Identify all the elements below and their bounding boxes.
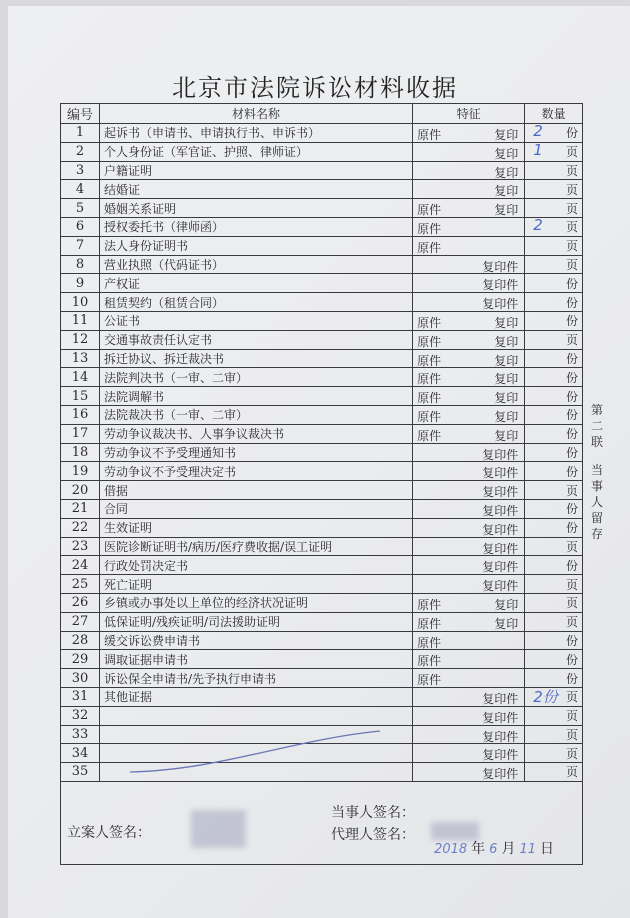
quantity-cell — [525, 330, 583, 349]
feature-cell — [413, 217, 525, 236]
row-number: 32 — [61, 706, 100, 725]
handwritten-quantity: 1 — [533, 140, 543, 159]
table-row — [61, 124, 583, 143]
quantity-cell — [525, 687, 583, 706]
quantity-unit: 份 — [565, 521, 578, 536]
row-number: 8 — [61, 255, 100, 274]
quantity-cell — [525, 236, 583, 255]
quantity-unit: 份 — [565, 558, 578, 573]
material-name: 授权委托书（律师函） — [99, 217, 412, 236]
row-number: 30 — [61, 669, 100, 688]
row-number: 31 — [61, 687, 100, 706]
quantity-unit: 页 — [565, 596, 578, 611]
quantity-unit: 份 — [565, 652, 578, 667]
quantity-cell — [525, 650, 583, 669]
table-row — [61, 706, 583, 725]
table-row — [61, 631, 583, 650]
row-number: 17 — [61, 424, 100, 443]
material-name — [99, 763, 412, 782]
quantity-unit: 页 — [565, 201, 578, 216]
copy-label: 复印 — [494, 315, 519, 330]
material-name: 法院判决书（一审、二审） — [99, 368, 412, 387]
quantity-cell — [525, 199, 583, 218]
quantity-unit: 页 — [565, 727, 578, 742]
original-label: 原件 — [417, 240, 442, 255]
material-name: 劳动争议不予受理决定书 — [99, 462, 412, 481]
material-name: 缓交诉讼费申请书 — [99, 631, 412, 650]
table-row — [61, 556, 583, 575]
copy-label: 复印件 — [482, 278, 519, 293]
original-label: 原件 — [417, 221, 442, 236]
quantity-unit: 页 — [565, 690, 578, 705]
feature-cell — [413, 368, 525, 387]
copy-label: 复印件 — [482, 691, 519, 706]
copy-label: 复印件 — [482, 259, 519, 274]
material-name: 医院诊断证明书/病历/医疗费收据/误工证明 — [99, 537, 412, 556]
table-row — [61, 518, 583, 537]
feature-cell — [413, 443, 525, 462]
feature-cell — [413, 349, 525, 368]
material-name: 公证书 — [99, 311, 412, 330]
material-name — [99, 706, 412, 725]
row-number: 24 — [61, 556, 100, 575]
quantity-cell — [525, 180, 583, 199]
table-row — [61, 311, 583, 330]
copy-label: 复印 — [494, 372, 519, 387]
quantity-cell — [525, 518, 583, 537]
quantity-unit: 页 — [565, 145, 578, 160]
feature-cell — [413, 124, 525, 143]
table-row — [61, 650, 583, 669]
quantity-unit: 份 — [565, 445, 578, 460]
table-row — [61, 255, 583, 274]
feature-cell — [413, 481, 525, 500]
quantity-cell — [525, 612, 583, 631]
copy-label: 复印 — [494, 409, 519, 424]
quantity-cell — [525, 424, 583, 443]
feature-cell — [413, 499, 525, 518]
quantity-unit: 份 — [565, 314, 578, 329]
quantity-unit: 份 — [565, 370, 578, 385]
quantity-cell — [525, 311, 583, 330]
month-unit: 月 — [501, 840, 516, 857]
feature-cell — [413, 236, 525, 255]
feature-cell — [413, 293, 525, 312]
original-label: 原件 — [417, 391, 442, 406]
copy-label: 复印 — [494, 616, 519, 631]
party-keep-label: 当事人留存 — [590, 463, 603, 541]
material-name: 营业执照（代码证书） — [99, 255, 412, 274]
material-name: 法院调解书 — [99, 387, 412, 406]
copy-label: 复印件 — [482, 447, 519, 462]
quantity-unit: 页 — [565, 257, 578, 272]
row-number: 16 — [61, 405, 100, 424]
row-number: 11 — [61, 311, 100, 330]
materials-table — [60, 103, 583, 865]
quantity-unit: 份 — [565, 351, 578, 366]
quantity-unit: 页 — [565, 333, 578, 348]
document-title: 北京市法院诉讼材料收据 — [172, 74, 458, 102]
handwritten-quantity: 2 — [533, 122, 543, 140]
quantity-unit: 份 — [565, 276, 578, 291]
material-name — [99, 725, 412, 744]
feature-cell — [413, 744, 525, 763]
material-name: 产权证 — [99, 274, 412, 293]
material-name: 乡镇或办事处以上单位的经济状况证明 — [99, 593, 412, 612]
material-name: 行政处罚决定书 — [99, 556, 412, 575]
feature-cell — [413, 142, 525, 161]
material-name: 劳动争议裁决书、人事争议裁决书 — [99, 424, 412, 443]
feature-cell — [413, 556, 525, 575]
feature-cell — [413, 575, 525, 594]
copy-label: 复印件 — [482, 466, 519, 481]
material-name: 合同 — [99, 499, 412, 518]
quantity-cell — [525, 274, 583, 293]
table-row — [61, 405, 583, 424]
table-row — [61, 669, 583, 688]
handwritten-quantity: 2份 — [533, 687, 558, 706]
copy-label: 复印 — [494, 184, 519, 199]
quantity-cell — [525, 142, 583, 161]
row-number: 3 — [61, 161, 100, 180]
table-row — [61, 199, 583, 218]
original-label: 原件 — [417, 334, 442, 349]
quantity-unit: 份 — [565, 464, 578, 479]
row-number: 29 — [61, 650, 100, 669]
handwritten-quantity: 2 — [533, 215, 543, 234]
quantity-unit: 页 — [565, 239, 578, 254]
copy-label: 复印 — [494, 128, 519, 142]
table-row — [61, 537, 583, 556]
material-name — [99, 744, 412, 763]
quantity-cell — [525, 631, 583, 650]
table-row — [61, 462, 583, 481]
original-label: 原件 — [417, 353, 442, 368]
table-row — [61, 293, 583, 312]
feature-cell — [413, 161, 525, 180]
header-name: 材料名称 — [99, 104, 412, 124]
original-label: 原件 — [417, 635, 442, 650]
quantity-cell — [525, 499, 583, 518]
material-name: 租赁契约（租赁合同） — [99, 293, 412, 312]
feature-cell — [413, 462, 525, 481]
copy-label: 复印件 — [482, 710, 519, 725]
feature-cell — [413, 518, 525, 537]
quantity-cell — [525, 293, 583, 312]
table-row — [61, 725, 583, 744]
original-label: 原件 — [417, 409, 442, 424]
row-number: 2 — [61, 142, 100, 161]
material-name: 法院裁决书（一审、二审） — [99, 405, 412, 424]
copy-label: 复印件 — [482, 541, 519, 556]
material-name: 劳动争议不予受理通知书 — [99, 443, 412, 462]
quantity-unit: 页 — [565, 709, 578, 724]
material-name: 法人身份证明书 — [99, 236, 412, 255]
row-number: 18 — [61, 443, 100, 462]
feature-cell — [413, 199, 525, 218]
quantity-cell — [525, 537, 583, 556]
day-unit: 日 — [540, 840, 554, 857]
quantity-cell — [525, 706, 583, 725]
quantity-cell — [525, 725, 583, 744]
quantity-cell — [525, 744, 583, 763]
copy-number-label: 第二联 — [590, 403, 603, 449]
table-row — [61, 593, 583, 612]
quantity-cell — [525, 161, 583, 180]
quantity-cell — [525, 217, 583, 236]
quantity-unit: 页 — [565, 163, 578, 178]
feature-cell — [413, 706, 525, 725]
date-year: 2018 — [434, 841, 468, 857]
row-number: 35 — [61, 763, 100, 782]
copy-label: 复印件 — [482, 522, 519, 537]
quantity-cell — [525, 763, 583, 782]
feature-cell — [413, 330, 525, 349]
feature-cell — [413, 631, 525, 650]
copy-label: 复印 — [494, 146, 519, 161]
row-number: 34 — [61, 744, 100, 763]
table-row — [61, 744, 583, 763]
copy-label: 复印件 — [482, 503, 519, 518]
original-label: 原件 — [417, 203, 442, 218]
feature-cell — [413, 725, 525, 744]
row-number: 27 — [61, 612, 100, 631]
quantity-unit: 份 — [565, 427, 578, 442]
row-number: 13 — [61, 349, 100, 368]
material-name: 生效证明 — [99, 518, 412, 537]
quantity-cell — [525, 575, 583, 594]
original-label: 原件 — [417, 372, 442, 387]
material-name: 起诉书（申请书、申请执行书、申诉书） — [99, 124, 412, 143]
copy-label: 复印件 — [482, 748, 519, 763]
table-row — [61, 368, 583, 387]
material-name: 低保证明/残疾证明/司法援助证明 — [99, 612, 412, 631]
material-name: 其他证据 — [99, 687, 412, 706]
quantity-cell — [525, 669, 583, 688]
quantity-cell — [525, 556, 583, 575]
table-row — [61, 274, 583, 293]
original-label: 原件 — [417, 428, 442, 443]
table-row — [61, 575, 583, 594]
table-row — [61, 763, 583, 782]
feature-cell — [413, 424, 525, 443]
row-number: 15 — [61, 387, 100, 406]
quantity-unit: 份 — [565, 502, 578, 517]
quantity-unit: 页 — [565, 577, 578, 592]
quantity-cell — [525, 481, 583, 500]
filer-signature-redacted — [191, 810, 246, 848]
quantity-cell — [525, 255, 583, 274]
row-number: 23 — [61, 537, 100, 556]
row-number: 21 — [61, 499, 100, 518]
table-row — [61, 499, 583, 518]
year-unit: 年 — [471, 840, 486, 857]
date — [430, 838, 554, 858]
material-name: 死亡证明 — [99, 575, 412, 594]
table-row — [61, 330, 583, 349]
row-number: 9 — [61, 274, 100, 293]
original-label: 原件 — [417, 654, 442, 669]
row-number: 22 — [61, 518, 100, 537]
quantity-cell — [525, 593, 583, 612]
quantity-unit: 份 — [565, 633, 578, 648]
original-label: 原件 — [417, 673, 442, 688]
feature-cell — [413, 274, 525, 293]
table-row — [61, 180, 583, 199]
copy-label: 复印件 — [482, 579, 519, 594]
row-number: 6 — [61, 217, 100, 236]
table-row — [61, 236, 583, 255]
row-number: 28 — [61, 631, 100, 650]
feature-cell — [413, 687, 525, 706]
party-signature-label: 当事人签名： — [331, 804, 415, 821]
copy-label: 复印件 — [482, 729, 519, 744]
table-row — [61, 443, 583, 462]
table-row — [61, 217, 583, 236]
original-label: 原件 — [417, 616, 442, 631]
signature-section — [61, 781, 583, 864]
quantity-unit: 页 — [565, 182, 578, 197]
row-number: 10 — [61, 293, 100, 312]
copy-label: 复印 — [494, 391, 519, 406]
quantity-cell — [525, 443, 583, 462]
row-number: 26 — [61, 593, 100, 612]
quantity-unit: 份 — [565, 389, 578, 404]
copy-label: 复印 — [494, 334, 519, 349]
copy-label: 复印件 — [482, 297, 519, 312]
feature-cell — [413, 537, 525, 556]
row-number: 14 — [61, 368, 100, 387]
copy-label: 复印 — [494, 203, 519, 218]
row-number: 12 — [61, 330, 100, 349]
table-row — [61, 481, 583, 500]
row-number: 25 — [61, 575, 100, 594]
copy-label: 复印 — [494, 428, 519, 443]
header-feature: 特征 — [413, 104, 525, 124]
material-name: 诉讼保全申请书/先予执行申请书 — [99, 669, 412, 688]
feature-cell — [413, 669, 525, 688]
quantity-unit: 份 — [565, 671, 578, 686]
date-month: 6 — [489, 841, 498, 857]
quantity-unit: 页 — [565, 483, 578, 498]
quantity-cell — [525, 462, 583, 481]
header-quantity: 数量 — [525, 104, 583, 124]
material-name: 调取证据申请书 — [99, 650, 412, 669]
feature-cell — [413, 612, 525, 631]
copy-label: 复印 — [494, 165, 519, 180]
date-day: 11 — [519, 841, 536, 857]
copy-label: 复印件 — [482, 560, 519, 575]
header-number: 编号 — [61, 104, 100, 124]
original-label: 原件 — [417, 315, 442, 330]
quantity-unit: 份 — [565, 126, 578, 141]
quantity-unit: 份 — [565, 295, 578, 310]
quantity-unit: 页 — [565, 220, 578, 235]
table-row — [61, 161, 583, 180]
table-row — [61, 349, 583, 368]
quantity-unit: 页 — [565, 615, 578, 630]
feature-cell — [413, 387, 525, 406]
row-number: 5 — [61, 199, 100, 218]
material-name: 户籍证明 — [99, 161, 412, 180]
table-row — [61, 687, 583, 706]
row-number: 19 — [61, 462, 100, 481]
quantity-cell — [525, 368, 583, 387]
quantity-cell — [525, 387, 583, 406]
quantity-cell — [525, 405, 583, 424]
copy-label: 复印 — [494, 597, 519, 612]
filer-signature-label: 立案人签名： — [67, 824, 151, 841]
feature-cell — [413, 405, 525, 424]
feature-cell — [413, 255, 525, 274]
original-label: 原件 — [417, 597, 442, 612]
original-label: 原件 — [417, 128, 442, 142]
row-number: 33 — [61, 725, 100, 744]
feature-cell — [413, 763, 525, 782]
feature-cell — [413, 593, 525, 612]
quantity-cell — [525, 349, 583, 368]
table-header — [61, 104, 583, 124]
feature-cell — [413, 650, 525, 669]
row-number: 20 — [61, 481, 100, 500]
copy-label: 复印件 — [482, 767, 519, 782]
quantity-unit: 页 — [565, 765, 578, 780]
row-number: 7 — [61, 236, 100, 255]
quantity-unit: 页 — [565, 746, 578, 761]
material-name: 婚姻关系证明 — [99, 199, 412, 218]
table-row — [61, 387, 583, 406]
material-name: 个人身份证（军官证、护照、律师证） — [99, 142, 412, 161]
row-number: 4 — [61, 180, 100, 199]
material-name: 借据 — [99, 481, 412, 500]
quantity-unit: 份 — [565, 408, 578, 423]
table-row — [61, 424, 583, 443]
copy-label: 复印 — [494, 353, 519, 368]
agent-signature-label: 代理人签名： — [331, 826, 415, 843]
row-number: 1 — [61, 124, 100, 143]
material-name: 结婚证 — [99, 180, 412, 199]
material-name: 交通事故责任认定书 — [99, 330, 412, 349]
table-row — [61, 142, 583, 161]
material-name: 拆迁协议、拆迁裁决书 — [99, 349, 412, 368]
table-row — [61, 612, 583, 631]
feature-cell — [413, 180, 525, 199]
copy-label: 复印件 — [482, 485, 519, 500]
quantity-unit: 页 — [565, 539, 578, 554]
feature-cell — [413, 311, 525, 330]
quantity-cell — [525, 124, 583, 143]
